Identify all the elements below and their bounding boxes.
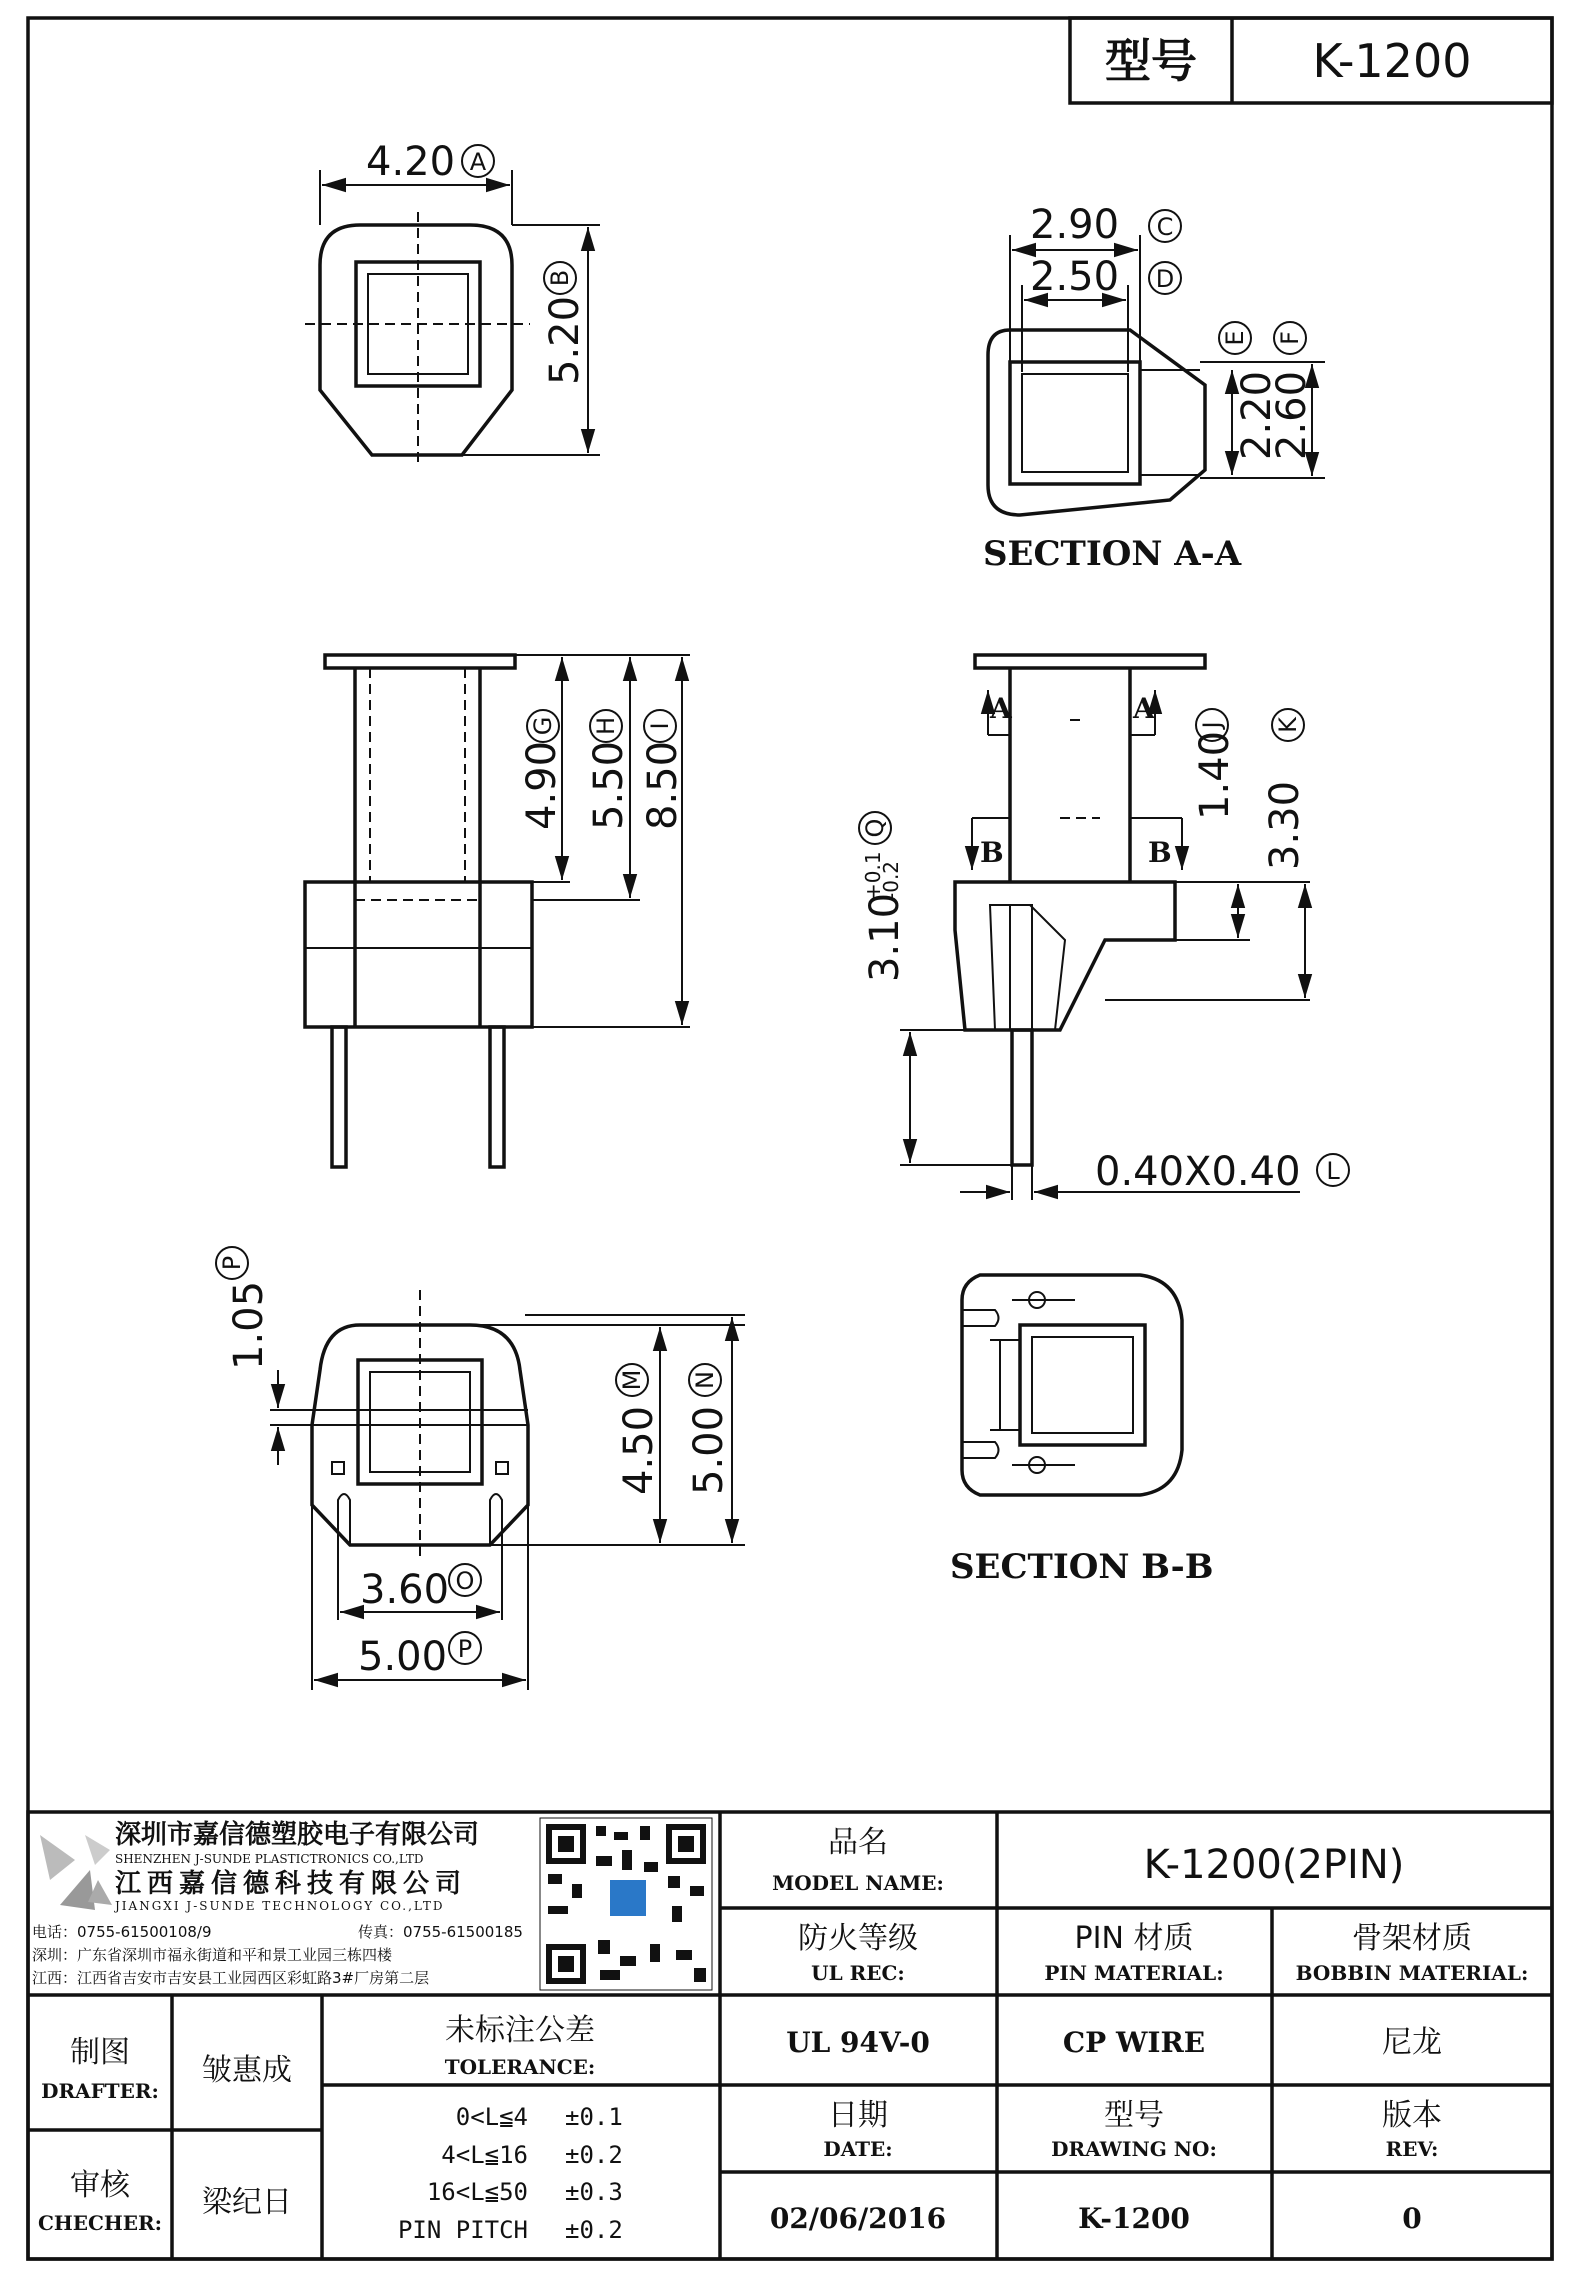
tolerance-en: TOLERANCE: [444, 2055, 596, 2079]
rev-value: 0 [1402, 2202, 1422, 2235]
dim-L-value: 0.40X0.40 [1095, 1149, 1301, 1195]
section-aa-view [983, 202, 1325, 574]
date-en: DATE: [823, 2137, 893, 2161]
ul-value: UL 94V-0 [786, 2026, 930, 2059]
dim-P-big-id: P [457, 1635, 473, 1663]
company-phone: 电话：0755-61500108/9 [32, 1923, 212, 1941]
dim-D-value: 2.50 [1030, 254, 1120, 300]
dim-B-value: 5.20 [542, 295, 588, 385]
dim-K-value: 3.30 [1262, 780, 1308, 870]
dim-A-value: 4.20 [366, 139, 456, 185]
dim-A-id: A [469, 148, 487, 176]
date-value: 02/06/2016 [769, 2202, 947, 2235]
date-cn: 日期 [828, 2098, 888, 2133]
dim-G-value: 4.90 [519, 740, 565, 830]
dim-B-id: B [546, 269, 574, 287]
dim-Q-value: 3.10 [862, 892, 908, 982]
dim-Q-tol-plus: +0.1 [861, 851, 885, 900]
dim-K-id: K [1274, 717, 1302, 733]
company-address-jiangxi: 江西：江西省吉安市吉安县工业园西区彩虹路3#厂房第二层 [32, 1969, 430, 1987]
dim-L-id: L [1326, 1157, 1340, 1185]
section-aa-label: SECTION A-A [983, 534, 1242, 574]
ul-cn: 防火等级 [798, 1921, 918, 1956]
bobbin-material-en: BOBBIN MATERIAL: [1295, 1961, 1529, 1985]
dim-E-value: 2.20 [1234, 370, 1280, 460]
tolerance-range-4: PIN PITCH [397, 2216, 528, 2244]
drawing-no-cn: 型号 [1104, 2098, 1164, 2133]
ul-en: UL REC: [811, 1961, 905, 1985]
dim-G-id: G [529, 716, 557, 736]
marker-b-left: B [980, 836, 1004, 869]
tolerance-range-1: 0<L≦4 [455, 2103, 528, 2131]
dim-H-value: 5.50 [586, 740, 632, 830]
dim-D-id: D [1155, 265, 1175, 293]
header-model-label: 型号 [1105, 34, 1197, 88]
tolerance-value-3: ±0.3 [565, 2178, 623, 2206]
side-view [859, 655, 1349, 1200]
bottom-view [216, 1247, 745, 1690]
header-model-box [1070, 18, 1552, 103]
top-view [305, 139, 600, 468]
dim-P-big-value: 5.00 [358, 1634, 448, 1680]
dim-M-id: M [618, 1369, 646, 1391]
drafter-name: 皱惠成 [202, 2053, 292, 2088]
tolerance-cn: 未标注公差 [445, 2013, 595, 2048]
drawing-no-value: K-1200 [1078, 2202, 1190, 2235]
rev-cn: 版本 [1382, 2098, 1442, 2133]
model-name-en: MODEL NAME: [772, 1871, 944, 1895]
marker-a-right: A [1133, 692, 1155, 725]
rev-en: REV: [1385, 2137, 1439, 2161]
company-name-cn-2: 江西嘉信德科技有限公司 [115, 1869, 468, 1899]
dim-I-value: 8.50 [640, 740, 686, 830]
bobbin-material-value: 尼龙 [1382, 2025, 1442, 2060]
pin-material-en: PIN MATERIAL: [1044, 1961, 1224, 1985]
bobbin-material-cn: 骨架材质 [1352, 1921, 1472, 1956]
dim-P-small-value: 1.05 [226, 1280, 272, 1370]
dim-C-value: 2.90 [1030, 202, 1120, 248]
dim-I-id: I [646, 722, 674, 730]
checker-name: 梁纪日 [202, 2185, 292, 2220]
model-name-value: K-1200(2PIN) [1143, 1842, 1405, 1888]
tolerance-range-3: 16<L≦50 [426, 2178, 528, 2206]
qr-code [540, 1818, 712, 1990]
header-model-value: K-1200 [1312, 34, 1472, 88]
company-name-en-1: SHENZHEN J-SUNDE PLASTICTRONICS CO.,LTD [115, 1852, 424, 1866]
dim-O-id: O [455, 1567, 475, 1595]
dim-C-id: C [1156, 213, 1174, 241]
tolerance-value-4: ±0.2 [565, 2216, 623, 2244]
dim-N-value: 5.00 [686, 1405, 732, 1495]
pin-material-value: CP WIRE [1062, 2026, 1206, 2059]
company-address-shenzhen: 深圳：广东省深圳市福永街道和平和景工业园三栋四楼 [32, 1946, 393, 1964]
drafter-cn: 制图 [70, 2035, 130, 2070]
dim-J-value: 1.40 [1192, 730, 1238, 820]
dim-N-id: N [691, 1371, 719, 1389]
dim-F-value: 2.60 [1269, 370, 1315, 460]
dim-O-value: 3.60 [360, 1567, 450, 1613]
section-bb-label: SECTION B-B [950, 1547, 1214, 1587]
dim-F-id: F [1276, 331, 1304, 345]
company-name-cn-1: 深圳市嘉信德塑胶电子有限公司 [115, 1820, 480, 1850]
tolerance-range-2: 4<L≦16 [441, 2141, 528, 2169]
tolerance-value-1: ±0.1 [565, 2103, 623, 2131]
checker-en: CHECHER: [37, 2211, 163, 2235]
checker-cn: 审核 [70, 2168, 130, 2203]
marker-b-right: B [1148, 836, 1172, 869]
dim-E-id: E [1221, 330, 1249, 346]
section-bb-view [950, 1275, 1213, 1587]
company-fax: 传真：0755-61500185 [358, 1923, 523, 1941]
company-block [32, 1818, 712, 1990]
drafter-en: DRAFTER: [41, 2079, 159, 2103]
front-view [305, 655, 690, 1167]
dim-Q-tol-minus: -0.2 [879, 860, 903, 900]
pin-material-cn: PIN 材质 [1074, 1921, 1194, 1956]
dim-Q-id: Q [861, 818, 889, 838]
company-name-en-2: JIANGXI J-SUNDE TECHNOLOGY CO.,LTD [115, 1899, 445, 1913]
sheet-border [28, 18, 1552, 2259]
company-logo [40, 1835, 112, 1910]
dim-H-id: H [592, 716, 620, 736]
dim-P-small-id: P [218, 1255, 246, 1271]
tolerance-value-2: ±0.2 [565, 2141, 623, 2169]
dim-M-value: 4.50 [616, 1405, 662, 1495]
marker-a-left: A [990, 692, 1012, 725]
model-name-cn: 品名 [828, 1825, 888, 1860]
dim-J-id: J [1198, 721, 1226, 729]
drawing-no-en: DRAWING NO: [1051, 2137, 1217, 2161]
